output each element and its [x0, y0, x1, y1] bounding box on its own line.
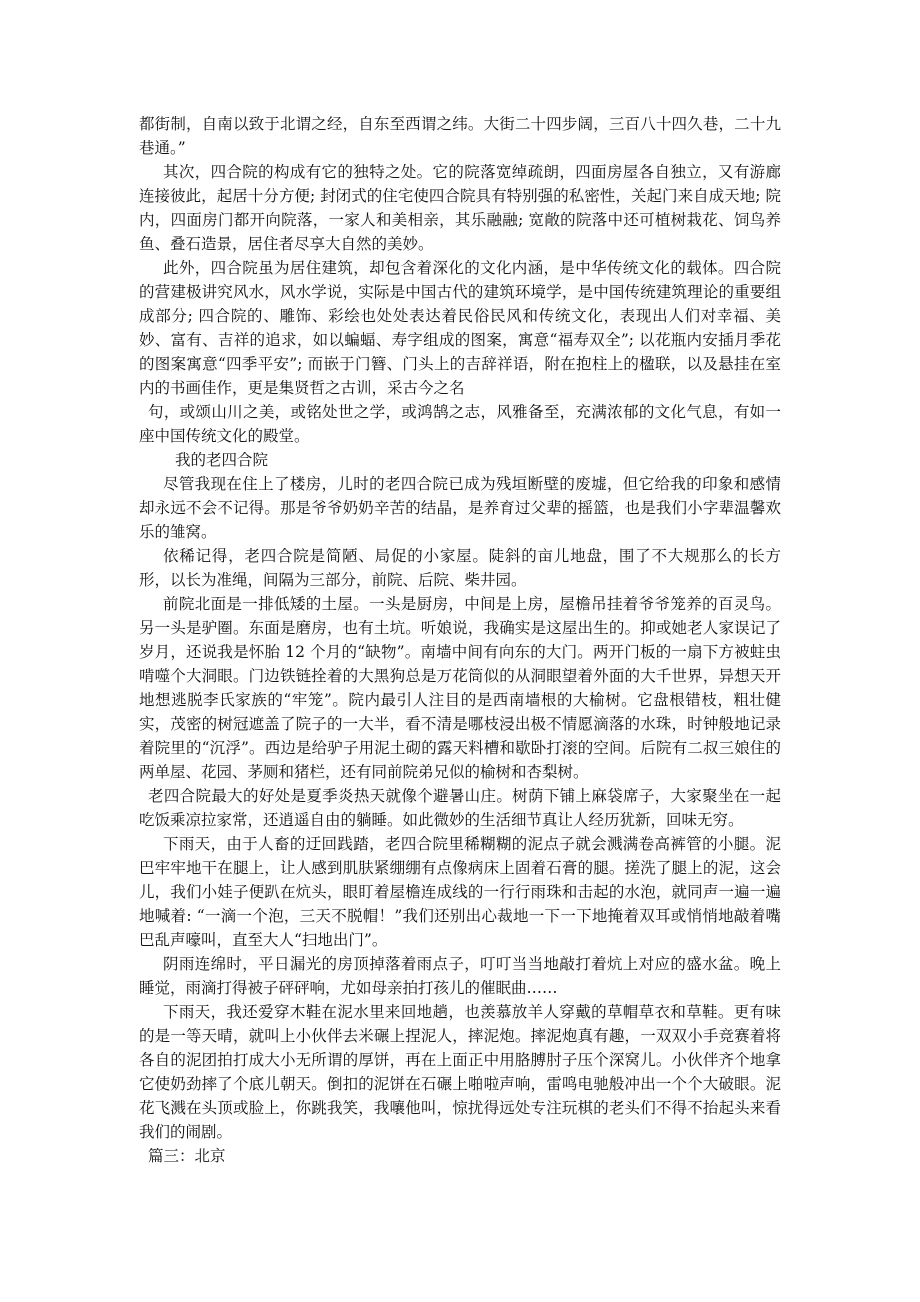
paragraph-memory-intro: 尽管我现在住上了楼房，儿时的老四合院已成为残垣断壁的废墟，但它给我的印象和感情却永远不会不记得。那是爷爷奶奶辛苦的结晶，是养育过父辈的摇篮，也是我们小字辈温馨欢乐的雏窝。	[139, 475, 781, 541]
paragraph-summer: 老四合院最大的好处是夏季炎热天就像个避暑山庄。树荫下铺上麻袋席子，大家聚坐在一起吃饭乘凉拉家常，还逍遥自由的躺睡。如此微妙的生活细节真让人经历犹新，回味无穷。	[139, 787, 781, 829]
section-heading-part-three: 篇三：北京	[148, 1147, 226, 1165]
paragraph-continuous-rain: 阴雨连绵时，平日漏光的房顶掉落着雨点子，叮叮当当地敲打着炕上对应的盛水盆。晚上睡觉，雨滴打得被子砰砰响，尤如母亲拍打孩儿的催眠曲……	[139, 955, 781, 997]
paragraph-courtyard-structure: 其次，四合院的构成有它的独特之处。它的院落宽绰疏朗，四面房屋各自独立，又有游廊连接彼此，起居十分方便; 封闭式的住宅使四合院具有特别强的私密性，关起门来自成天地; 院内，四面房门都开向院落，一家人和美相亲，其乐融融; 宽敞的院落中还可植树栽花、饲鸟养鱼、叠石造景，居住者尽享大自然的美妙。	[139, 163, 781, 253]
paragraph-house-layout: 依稀记得，老四合院是简陋、局促的小家屋。陡斜的亩儿地盘，围了不大规那么的长方形，以长为准绳，间隔为三部分，前院、后院、柴井园。	[139, 547, 781, 589]
paragraph-cultural-meaning-cont: 句，或颂山川之美，或铭处世之学，或鸿鹄之志，风雅备至，充满浓郁的文化气息，有如一座中国传统文化的殿堂。	[139, 403, 781, 445]
paragraph-cultural-meaning: 此外，四合院虽为居住建筑，却包含着深化的文化内涵，是中华传统文化的载体。四合院的营建极讲究风水，风水学说，实际是中国古代的建筑环境学，是中国传统建筑理论的重要组成部分; 四合院的、雕饰、彩绘也处处表达着民俗民风和传统文化，表现出人们对幸福、美妙、富有、吉祥的追求，如以蝙蝠、寿字组成的图案，寓意“福寿双全”; 以花瓶内安插月季花的图案寓意“四季平安”; 而嵌于门簪、门头上的吉辞祥语，附在抱柱上的楹联，以及悬挂在室内的书画佳作，更是集贤哲之古训，采古今之名	[139, 259, 781, 397]
section-title: 我的老四合院	[175, 451, 269, 469]
paragraph-rainy-day: 下雨天，由于人畜的迂回践踏，老四合院里稀糊糊的泥点子就会溅满卷高裤管的小腿。泥巴牢牢地干在腿上，让人感到肌肤紧绷绷有点像病床上固着石膏的腿。搓洗了腿上的泥，这会儿，我们小娃子便趴在炕头，眼盯着屋檐连成线的一行行雨珠和击起的水泡，就同声一遍一遍地喊着: “一滴一个泡，三天不脱帽！”我们还别出心裁地一下一下地掩着双耳或悄悄地敲着嘴巴乱声嚎叫，直至大人“扫地出门”。	[139, 835, 781, 949]
paragraph-mud-games: 下雨天，我还爱穿木鞋在泥水里来回地趟，也羡慕放羊人穿戴的草帽草衣和草鞋。更有味的是一等天晴，就叫上小伙伴去米碾上捏泥人，摔泥炮。摔泥炮真有趣，一双双小手竞赛着将各自的泥团拍打成大小无所谓的厚饼，再在上面正中用胳膊肘子压个深窝儿。小伙伴齐个地拿它使奶劲摔了个底儿朝天。倒扣的泥饼在石碾上啪啦声响，雷鸣电驰般冲出一个个大破眼。泥花飞溅在头顶或脸上，你跳我笑，我嚷他叫，惊扰得远处专注玩棋的老头们不得不抬起头来看我们的闹剧。	[139, 1003, 781, 1141]
document-body	[139, 112, 781, 1168]
paragraph-front-yard: 前院北面是一排低矮的土屋。一头是厨房，中间是上房，屋檐吊挂着爷爷笼养的百灵鸟。另一头是驴圈。东面是磨房，也有土坑。听娘说，我确实是这屋出生的。抑或她老人家误记了岁月，还说我是怀胎 12 个月的“缺物”。南墙中间有向东的大门。两开门板的一扇下方被蛀虫啃噬个大洞眼。门边铁链拴着的大黑狗总是万花筒似的从洞眼望着外面的大千世界，异想天开地想逃脱李氏家族的“牢笼”。院内最引人注目的是西南墙根的大榆树。它盘根错枝，粗壮健实，茂密的树冠遮盖了院子的一大半，看不清是哪枝浸出极不情愿滴落的水珠，时钟般地记录着院里的“沉浮”。西边是给驴子用泥土砌的露天料槽和歇卧打滚的空间。后院有二叔三娘住的两单屋、花园、茅厕和猪栏，还有同前院弟兄似的榆树和杏梨树。	[139, 595, 781, 781]
paragraph-continuation: 都街制，自南以致于北谓之经，自东至西谓之纬。大街二十四步阔，三百八十四久巷，二十九巷通。”	[139, 115, 781, 157]
